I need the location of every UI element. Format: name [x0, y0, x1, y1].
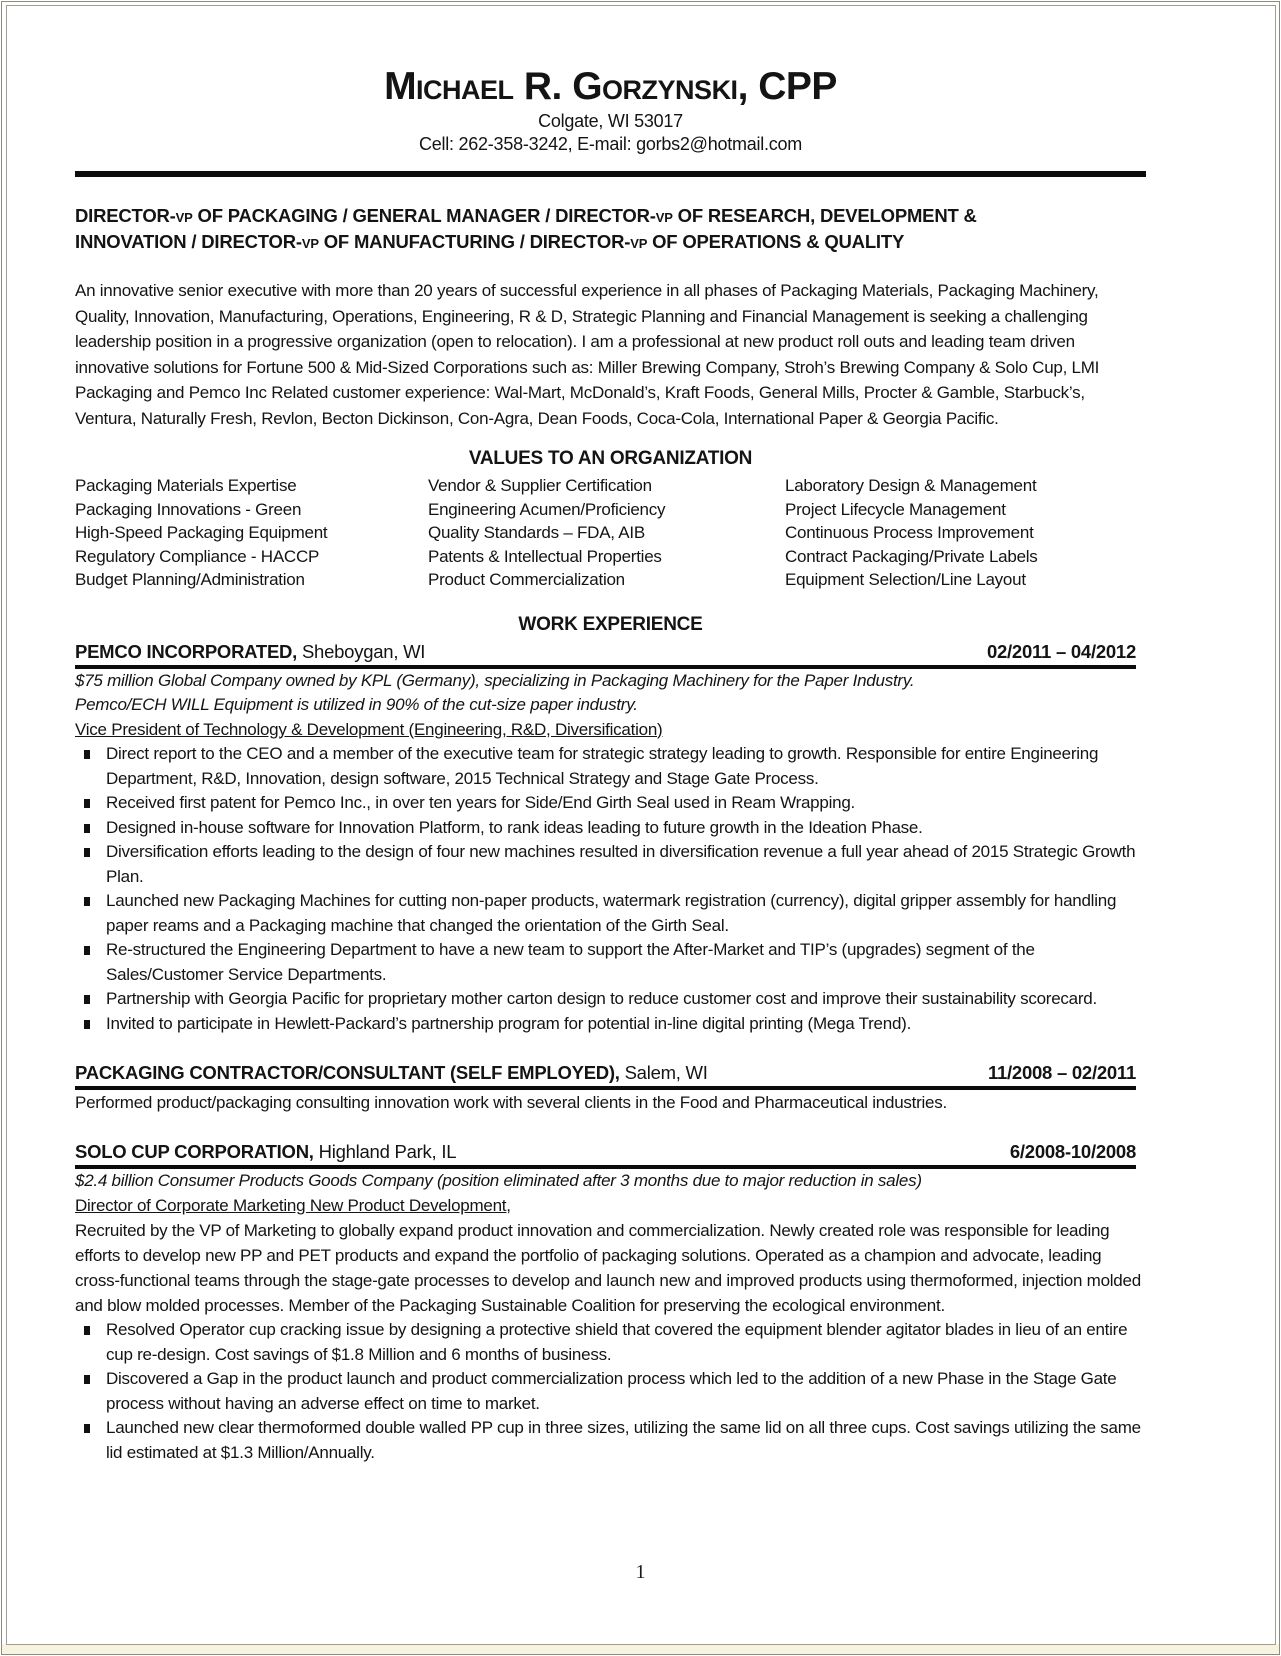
- bullet-item: [75, 889, 1146, 938]
- bullet-text: Diversification efforts leading to the design of four new machines resulted in diversification revenue a full year ahead of 2015 Strategic Growth Plan.: [106, 842, 1136, 886]
- bullet-square-icon: [84, 848, 90, 857]
- achievement-list: [75, 742, 1146, 1036]
- bullet-item: [75, 742, 1146, 791]
- bullet-square-icon: [84, 799, 90, 808]
- bullet-item: [75, 1416, 1146, 1465]
- bullet-item: [75, 1012, 1146, 1037]
- value-item: Packaging Innovations - Green: [75, 499, 302, 519]
- values-grid: [75, 474, 1146, 592]
- job-header: [75, 1140, 1136, 1169]
- company-description: $75 million Global Company owned by KPL (Germany), specializing in Packaging Machinery for the Paper Industry.: [75, 670, 915, 690]
- job-role-title: Director of Corporate Marketing New Product Development,: [75, 1195, 511, 1215]
- bullet-square-icon: [84, 824, 90, 833]
- contact-line: Cell: 262-358-3242, E-mail: gorbs2@hotmail.com: [419, 134, 802, 154]
- company-description: Pemco/ECH WILL Equipment is utilized in 90% of the cut-size paper industry.: [75, 695, 638, 714]
- bullet-square-icon: [84, 995, 90, 1004]
- job-location: Sheboygan, WI: [301, 640, 426, 662]
- bullet-text: Launched new clear thermoformed double walled PP cup in three sizes, utilizing the same lid on all three cups. Cost savings utilizing the same lid estimated at $1.3 Million/Annually.: [106, 1418, 1141, 1462]
- job-entry-pemco: [75, 640, 1146, 1037]
- bullet-text: Re-structured the Engineering Department to have a new team to support the After-Market and TIP’s (upgrades) segment of the Sales/Customer Service Departments.: [106, 940, 1035, 984]
- job-entry-contractor: [75, 1061, 1146, 1115]
- candidate-name: Michael R. Gorzynski, CPP: [384, 65, 837, 108]
- bullet-text: Discovered a Gap in the product launch and product commercialization process which led to the addition of a new Phase in the Stage Gate process without having an adverse effect on time to market.: [106, 1369, 1117, 1413]
- values-column-1: [75, 474, 428, 592]
- bullet-text: Resolved Operator cup cracking issue by designing a protective shield that covered the equipment blender agitator blades in lieu of an entire cup re-design. Cost savings of $1.8 Million and 6 months of business.: [106, 1320, 1128, 1364]
- bullet-text: Invited to participate in Hewlett-Packard’s partnership program for potential in-line digital printing (Mega Trend).: [106, 1013, 912, 1033]
- value-item: Continuous Process Improvement: [785, 523, 1034, 542]
- values-section-title: VALUES TO AN ORGANIZATION: [468, 448, 753, 469]
- values-column-3: [785, 474, 1146, 592]
- bullet-text: Received first patent for Pemco Inc., in over ten years for Side/End Girth Seal used in Ream Wrapping.: [106, 793, 856, 812]
- value-item: Engineering Acumen/Proficiency: [428, 499, 666, 519]
- bullet-text: Direct report to the CEO and a member of the executive team for strategic strategy leading to growth. Responsible for entire Engineering Department, R&D, Innovation, design software, 2015 Technical Strategy and Stage Gate Process.: [106, 744, 1099, 788]
- job-company-location: [75, 640, 425, 664]
- value-item: Budget Planning/Administration: [75, 570, 305, 589]
- bullet-square-icon: [84, 1020, 90, 1029]
- target-titles-line-1: DIRECTOR-vp OF PACKAGING / GENERAL MANAGER / DIRECTOR-vp OF RESEARCH, DEVELOPMENT &: [75, 205, 977, 226]
- bullet-item: [75, 1367, 1146, 1416]
- company-name: PEMCO INCORPORATED,: [75, 640, 298, 662]
- target-titles-banner: [75, 203, 1146, 255]
- job-company-location: [75, 1061, 708, 1085]
- job-dates: 11/2008 – 02/2011: [987, 1062, 1136, 1083]
- bullet-text: Designed in-house software for Innovation Platform, to rank ideas leading to future growth in the Ideation Phase.: [106, 817, 923, 837]
- value-item: Vendor & Supplier Certification: [428, 476, 652, 495]
- page-number: 1: [635, 1561, 646, 1583]
- header-divider: [75, 171, 1146, 177]
- value-item: Quality Standards – FDA, AIB: [428, 523, 645, 542]
- value-item: Project Lifecycle Management: [785, 499, 1006, 519]
- bullet-square-icon: [84, 1375, 90, 1384]
- job-location: Salem, WI: [624, 1062, 708, 1083]
- bullet-text: Partnership with Georgia Pacific for proprietary mother carton design to reduce customer cost and improve their sustainability scorecard.: [106, 989, 1097, 1008]
- values-column-2: [428, 474, 785, 592]
- job-summary: Recruited by the VP of Marketing to globally expand product innovation and commercialization. Newly created role was responsible for leading efforts to develop new PP and PET products and expand the portfolio of packaging solutions. Operated as a champion and advocate, leading cross-functional teams through the stage-gate processes to develop and launch new and improved products using thermoformed, injection molded and blow molded processes. Member of the Packaging Sustainable Coalition for preserving the ecological environment.: [75, 1221, 1141, 1315]
- bullet-item: [75, 938, 1146, 987]
- value-item: Packaging Materials Expertise: [75, 476, 297, 495]
- value-item: Patents & Intellectual Properties: [428, 546, 662, 566]
- target-titles-line-2: INNOVATION / DIRECTOR-vp OF MANUFACTURING / DIRECTOR-vp OF OPERATIONS & QUALITY: [75, 231, 905, 252]
- job-location: Highland Park, IL: [318, 1141, 457, 1162]
- summary-paragraph: An innovative senior executive with more than 20 years of successful experience in all phases of Packaging Materials, Packaging Machinery, Quality, Innovation, Manufacturing, Operations, Engineering, R & D, Strategic Planning and Financial Management is seeking a challenging leadership position in a progressive organization (open to relocation). I am a professional at new product roll outs and leading team driven innovative solutions for Fortune 500 & Mid-Sized Corporations such as: Miller Brewing Company, Stroh’s Brewing Company & Solo Cup, LMI Packaging and Pemco Inc Related customer experience: Wal-Mart, McDonald’s, Kraft Foods, General Mills, Procter & Gamble, Starbuck’s, Ventura, Naturally Fresh, Revlon, Becton Dickinson, Con-Agra, Dean Foods, Coca-Cola, International Paper & Georgia Pacific.: [75, 281, 1100, 428]
- work-experience-title: WORK EXPERIENCE: [518, 613, 703, 635]
- job-header: [75, 640, 1136, 669]
- value-item: Product Commercialization: [428, 570, 625, 589]
- bullet-square-icon: [84, 897, 90, 906]
- job-header: [75, 1061, 1136, 1090]
- job-dates: 6/2008-10/2008: [1009, 1141, 1136, 1162]
- value-item: High-Speed Packaging Equipment: [75, 523, 328, 542]
- bullet-square-icon: [84, 1424, 90, 1433]
- bullet-square-icon: [84, 1326, 90, 1335]
- bullet-item: [75, 987, 1146, 1012]
- page-bottom-strip: [2, 1644, 1279, 1654]
- company-name: PACKAGING CONTRACTOR/CONSULTANT (SELF EMPLOYED),: [75, 1062, 620, 1083]
- bullet-item: [75, 791, 1146, 816]
- job-summary: Performed product/packaging consulting innovation work with several clients in the Food and Pharmaceutical industries.: [75, 1093, 947, 1112]
- bullet-square-icon: [84, 946, 90, 955]
- value-item: Contract Packaging/Private Labels: [785, 546, 1038, 566]
- job-entry-solo-cup: [75, 1140, 1146, 1465]
- job-dates: 02/2011 – 04/2012: [986, 640, 1136, 662]
- company-name: SOLO CUP CORPORATION,: [75, 1141, 314, 1162]
- bullet-item: [75, 840, 1146, 889]
- address-line: Colgate, WI 53017: [538, 111, 683, 131]
- value-item: Regulatory Compliance - HACCP: [75, 546, 320, 566]
- bullet-square-icon: [84, 750, 90, 759]
- value-item: Equipment Selection/Line Layout: [785, 570, 1026, 589]
- job-company-location: [75, 1140, 456, 1164]
- job-role-title: Vice President of Technology & Development (Engineering, R&D, Diversification): [75, 719, 663, 739]
- achievement-list: [75, 1318, 1146, 1465]
- bullet-item: [75, 1318, 1146, 1367]
- company-description: $2.4 billion Consumer Products Goods Company (position eliminated after 3 months due to major reduction in sales): [75, 1171, 922, 1190]
- bullet-text: Launched new Packaging Machines for cutting non-paper products, watermark registration (currency), digital gripper assembly for handling paper reams and a Packaging machine that changed the orientation of the Girth Seal.: [106, 891, 1117, 935]
- value-item: Laboratory Design & Management: [785, 476, 1037, 495]
- bullet-item: [75, 816, 1146, 841]
